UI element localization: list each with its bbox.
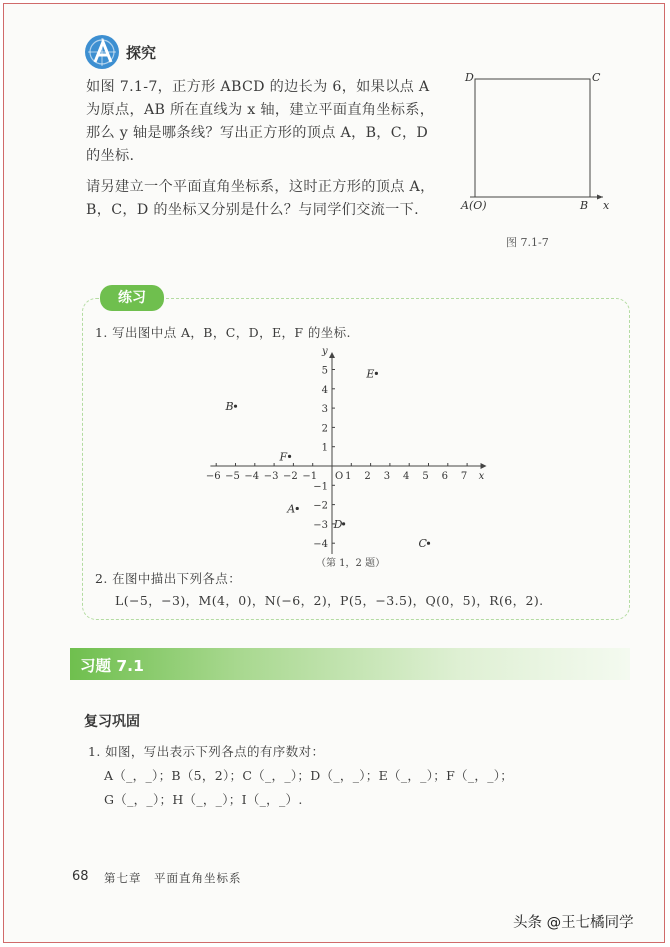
point-label-f: F xyxy=(279,450,288,464)
point-label-c: C xyxy=(418,537,427,551)
y-tick-label: 3 xyxy=(321,404,328,416)
point-label-a: A xyxy=(287,502,296,516)
square-abcd-figure xyxy=(455,64,615,224)
x-tick-label: −2 xyxy=(283,471,298,482)
practice-question-2: 2. 在图中描出下列各点： xyxy=(95,571,242,586)
x-tick-label: 7 xyxy=(460,471,468,482)
y-tick-label: 5 xyxy=(321,365,328,377)
label-d: D xyxy=(465,71,474,84)
exercise-answer-line-1: A（_，_）；B（5，2）；C（_，_）；D（_，_）；E（_，_）；F（_，_）； xyxy=(104,768,514,783)
x-tick-label: −3 xyxy=(263,471,279,482)
x-tick-label: 4 xyxy=(403,471,410,482)
exercise-title: 习题 7.1 xyxy=(80,657,144,675)
y-axis-label: y xyxy=(322,346,328,358)
x-tick-label: 3 xyxy=(383,471,391,482)
point-label-e: E xyxy=(366,367,375,381)
label-a-origin: A(O) xyxy=(461,199,487,212)
explore-icon xyxy=(84,34,120,70)
review-heading: 复习巩固 xyxy=(84,714,140,730)
y-tick-label: 2 xyxy=(321,423,328,435)
y-tick-label: −3 xyxy=(313,519,328,531)
coordinate-grid-figure xyxy=(205,344,495,554)
grid-caption: （第 1，2 题） xyxy=(316,558,386,569)
explore-paragraph-2: 请另建立一个平面直角坐标系，这时正方形的顶点 A，B，C，D 的坐标又分别是什么？与同学们交流一下. xyxy=(86,179,435,218)
practice-points-list: L(−5，−3)，M(4，0)，N(−6，2)，P(5，−3.5)，Q(0，5)，R(6，2). xyxy=(115,593,544,608)
x-tick-label: 6 xyxy=(441,471,448,482)
page-number: 68 xyxy=(72,869,89,884)
exercise-banner xyxy=(70,648,630,680)
point-f xyxy=(288,455,291,458)
y-tick-label: −1 xyxy=(313,481,328,493)
point-label-d: D xyxy=(333,517,343,531)
watermark: 头条 @王七橘同学 xyxy=(513,915,634,931)
label-c: C xyxy=(592,71,601,84)
point-label-b: B xyxy=(225,400,234,414)
exercise-answer-line-2: G（_，_）；H（_，_）；I（_，_）. xyxy=(104,792,303,807)
explore-title: 探究 xyxy=(126,43,157,62)
exercise-question-1: 1. 如图，写出表示下列各点的有序数对： xyxy=(88,744,325,759)
y-tick-label: 4 xyxy=(321,384,328,396)
y-tick-label: 1 xyxy=(321,442,328,454)
x-tick-label: 5 xyxy=(422,471,429,482)
y-tick-label: −4 xyxy=(313,539,328,551)
point-d xyxy=(342,522,345,525)
y-axis-arrow xyxy=(329,352,335,358)
label-b: B xyxy=(580,199,589,212)
explore-header xyxy=(84,34,156,70)
x-axis-arrow xyxy=(481,463,487,469)
point-e xyxy=(375,372,378,375)
x-tick-label: −5 xyxy=(225,471,240,482)
x-tick-label: 1 xyxy=(345,471,352,482)
x-tick-label: −4 xyxy=(244,471,260,482)
practice-tag: 练习 xyxy=(100,285,164,311)
point-c xyxy=(427,542,430,545)
point-b xyxy=(234,405,237,408)
explore-paragraph-1: 如图 7.1-7，正方形 ABCD 的边长为 6，如果以点 A 为原点，AB 所在直线为 x 轴，建立平面直角坐标系，那么 y 轴是哪条线？写出正方形的顶点 A，B，C，D 的坐标. xyxy=(86,79,435,164)
x-tick-label: O xyxy=(335,471,344,482)
practice-question-1: 1. 写出图中点 A，B，C，D，E，F 的坐标. xyxy=(95,325,351,340)
point-a xyxy=(296,507,299,510)
figure-caption: 图 7.1-7 xyxy=(506,236,549,249)
x-tick-label: −6 xyxy=(205,471,221,482)
square-abcd xyxy=(475,79,590,197)
x-tick-label: 2 xyxy=(364,471,371,482)
y-tick-label: −2 xyxy=(313,500,328,512)
x-axis-label: x xyxy=(478,471,485,482)
chapter-title: 第七章 平面直角坐标系 xyxy=(104,871,242,885)
x-tick-label: −1 xyxy=(302,471,318,482)
label-x: x xyxy=(603,199,610,212)
